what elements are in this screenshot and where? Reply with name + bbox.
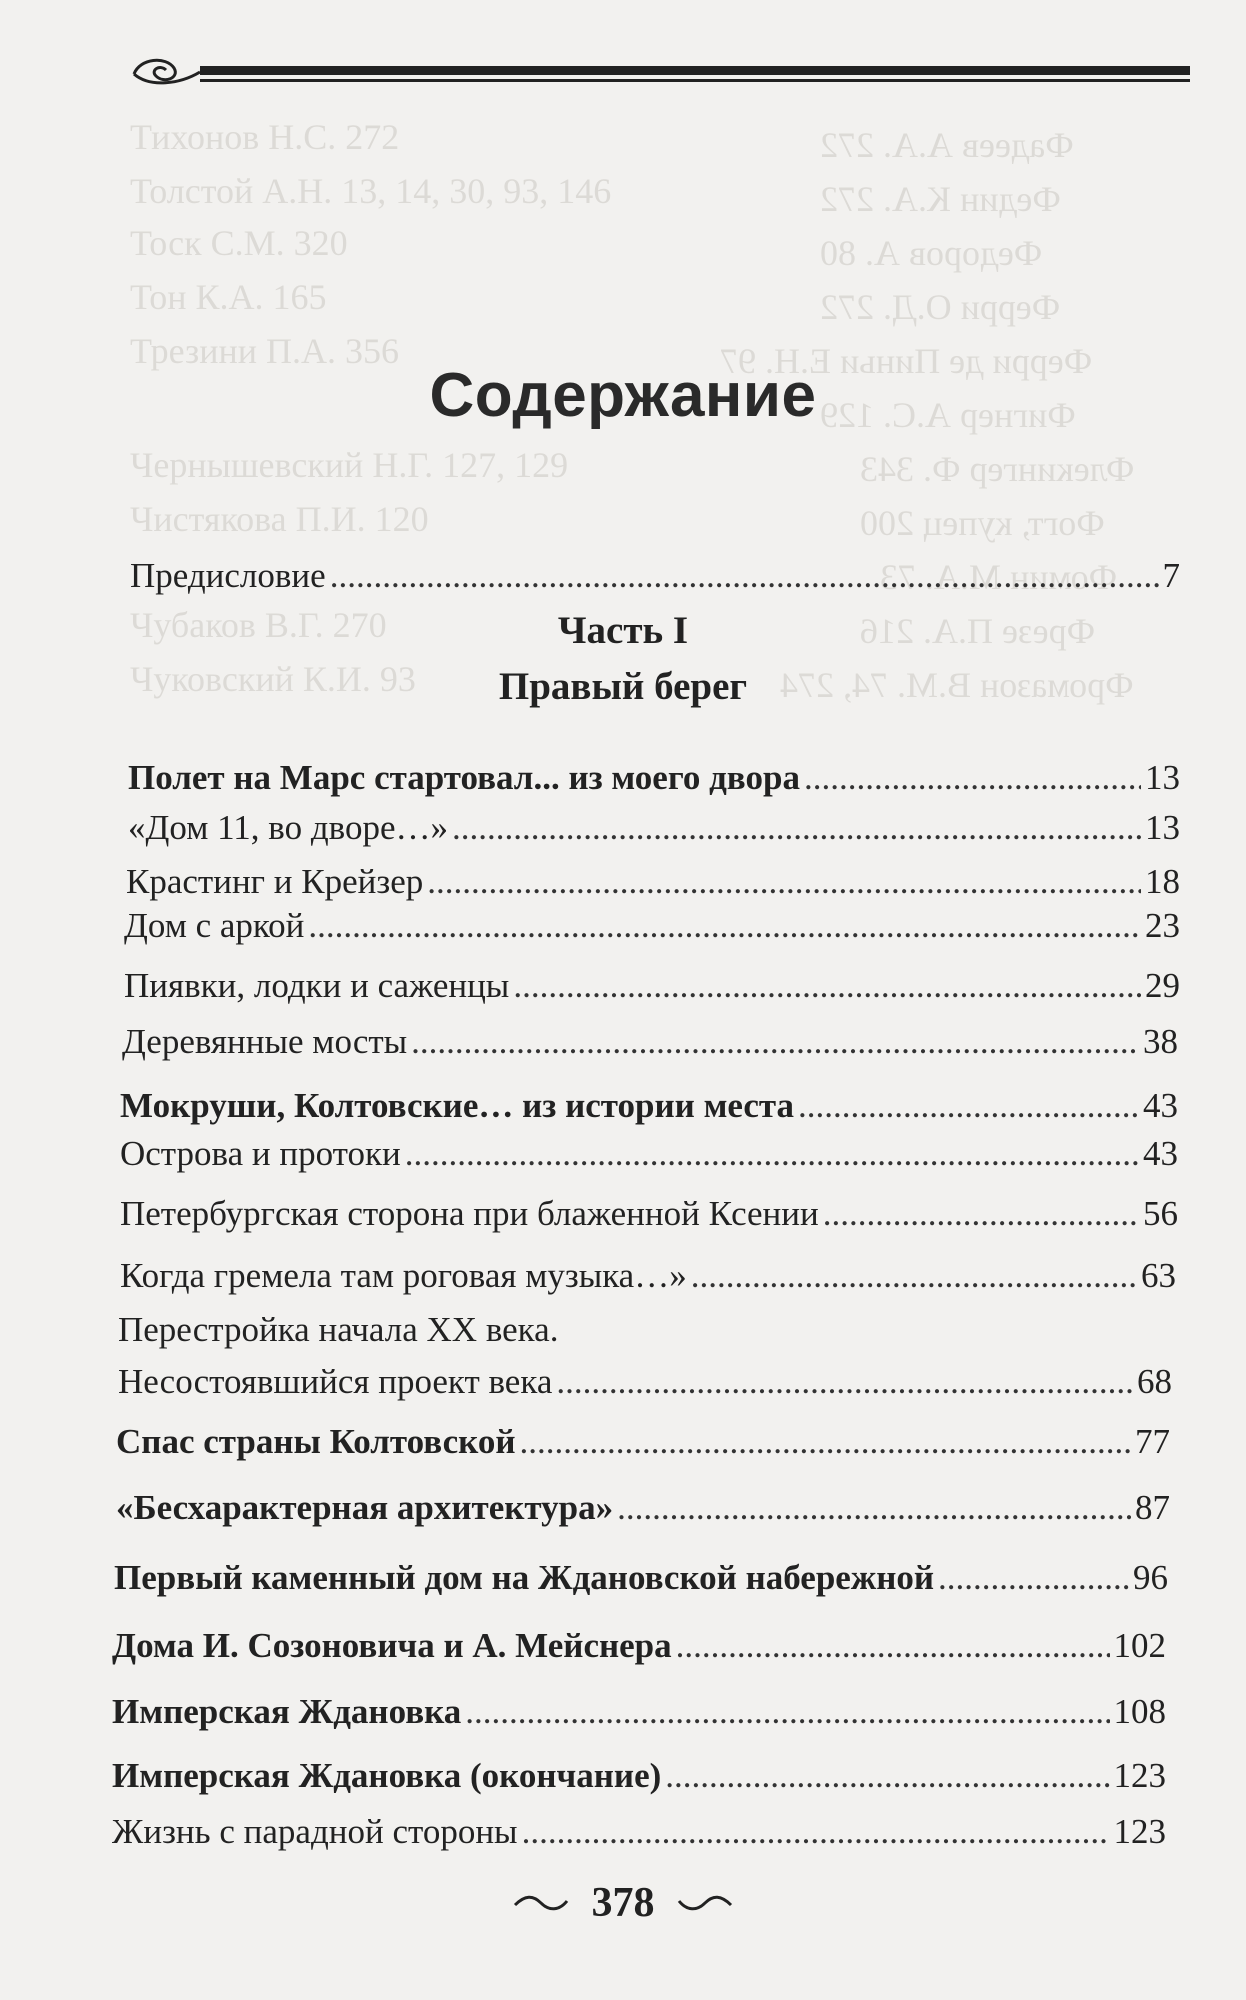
toc-entry: [120, 1192, 1178, 1236]
dot-leader: [520, 1420, 1132, 1464]
toc-entry-label: Когда гремела там роговая музыка…»: [120, 1256, 687, 1295]
ghost-line: Фомин М.А. 73: [880, 557, 1118, 597]
ghost-line: Ферри О.Д. 272: [820, 287, 1061, 327]
toc-entry-label: Имперская Ждановка: [112, 1692, 462, 1731]
toc-entry-page: 29: [1145, 966, 1180, 1005]
toc-entry-label: Перестройка начала XX века.: [118, 1310, 559, 1349]
toc-entry-page: 77: [1135, 1422, 1170, 1461]
dot-leader: [938, 1556, 1129, 1600]
ghost-line: Чернышевский Н.Г. 127, 129: [130, 445, 569, 485]
toc-entry-label: Острова и протоки: [120, 1134, 401, 1173]
ghost-line: Тихонов Н.С. 272: [130, 117, 400, 157]
toc-entry: [120, 1132, 1178, 1176]
ghost-line: Ферри де Пиньи Е.Н. 97: [720, 341, 1093, 381]
dot-leader: [308, 904, 1141, 948]
dot-leader: [804, 756, 1141, 800]
left-flourish-icon: [511, 1891, 571, 1915]
toc-entry-label: Деревянные мосты: [122, 1022, 408, 1061]
toc-entry-page: 13: [1145, 758, 1180, 797]
toc-entry-page: 18: [1145, 862, 1180, 901]
ghost-line: Фрезе П.А. 216: [860, 611, 1096, 651]
toc-entry-label: Спас страны Колтовской: [116, 1422, 516, 1461]
ghost-line: Тон К.А. 165: [130, 277, 327, 317]
toc-entry-label: Имперская Ждановка (окончание): [112, 1756, 662, 1795]
toc-entry-label: Полет на Марс стартовал... из моего двора: [128, 758, 800, 797]
toc-entry: [126, 860, 1180, 904]
part-name-heading: Правый берег: [498, 665, 748, 708]
dot-leader: [465, 1690, 1109, 1734]
ghost-line: Фогт, купец 200: [860, 503, 1105, 543]
toc-entry-page: 123: [1113, 1812, 1166, 1851]
ghost-line: Фигнер А.С. 129: [820, 395, 1076, 435]
toc-entry: [112, 1690, 1166, 1734]
toc-entry-page: 108: [1113, 1692, 1166, 1731]
dot-leader: [798, 1084, 1139, 1128]
toc-entry: [112, 1810, 1166, 1854]
dot-leader: [330, 554, 1159, 598]
toc-entry: [112, 1624, 1166, 1668]
ghost-line: Толстой А.Н. 13, 14, 30, 93, 146: [130, 171, 612, 211]
ghost-line: Флекингер Ф. 343: [860, 449, 1135, 489]
toc-entry: [116, 1420, 1170, 1464]
ghost-line: Федоров А. 80: [820, 233, 1043, 273]
dot-leader: [452, 806, 1141, 850]
toc-entry-label: Дом с аркой: [124, 906, 305, 945]
toc-entry-label: «Дом 11, во дворе…»: [128, 808, 448, 847]
ghost-line: Федин К.А. 272: [820, 179, 1061, 219]
toc-entry-page: 102: [1113, 1626, 1166, 1665]
ghost-line: Тоск С.М. 320: [130, 223, 348, 263]
toc-entry-label: Несостоявшийся проект века: [118, 1362, 553, 1401]
toc-entry-page: 56: [1143, 1194, 1178, 1233]
toc-entry: [114, 1556, 1168, 1600]
toc-entry: [112, 1754, 1166, 1798]
dot-leader: [405, 1132, 1139, 1176]
dot-leader: [691, 1254, 1137, 1298]
ghost-line: Фромазон В.М. 74, 274: [780, 665, 1134, 705]
dot-leader: [617, 1486, 1131, 1530]
toc-entry-page: 123: [1113, 1756, 1166, 1795]
toc-entry: [128, 756, 1180, 800]
toc-entry-page: 63: [1141, 1256, 1176, 1295]
toc-entry: [124, 964, 1180, 1008]
toc-entry-page: 96: [1133, 1558, 1168, 1597]
toc-entry: [122, 1020, 1178, 1064]
toc-entry-page: 13: [1145, 808, 1180, 847]
ghost-line: Фадеев А.А. 272: [820, 125, 1074, 165]
toc-entry-preface: [130, 554, 1180, 598]
right-flourish-icon: [675, 1891, 735, 1915]
dot-leader: [665, 1754, 1109, 1798]
toc-entry-page: 7: [1162, 556, 1180, 595]
toc-entry-label: Пиявки, лодки и саженцы: [124, 966, 510, 1005]
toc-entry: [128, 806, 1180, 850]
dot-leader: [556, 1360, 1133, 1404]
dot-leader: [513, 964, 1141, 1008]
toc-entry-label: Дома И. Созоновича и А. Мейснера: [112, 1626, 672, 1665]
toc-entry: [120, 1254, 1176, 1298]
ghost-line: Чистякова П.И. 120: [130, 499, 429, 539]
toc-entry: [118, 1308, 1174, 1352]
toc-entry: [118, 1360, 1172, 1404]
ghost-line: Чуковский К.И. 93: [130, 659, 416, 699]
toc-entry-label: Жизнь с парадной стороны: [112, 1812, 518, 1851]
page-title: Содержание: [429, 361, 817, 430]
toc-entry-page: 87: [1135, 1488, 1170, 1527]
toc-entry-label: Петербургская сторона при блаженной Ксении: [120, 1194, 819, 1233]
page-number: 378: [591, 1880, 655, 1927]
dot-leader: [411, 1020, 1139, 1064]
toc-entry-label: Мокруши, Колтовские… из истории места: [120, 1086, 795, 1125]
toc-entry-page: 43: [1143, 1134, 1178, 1173]
toc-entry: [124, 904, 1180, 948]
dot-leader: [676, 1624, 1110, 1668]
part-number-heading: Часть I: [557, 609, 689, 652]
header-ornament-rule: [130, 44, 1194, 104]
toc-entry-label: «Бесхарактерная архитектура»: [116, 1488, 614, 1527]
dot-leader: [427, 860, 1141, 904]
toc-entry-label: Крастинг и Крейзер: [126, 862, 424, 901]
dot-leader: [823, 1192, 1139, 1236]
page-number-footer: [0, 1876, 1246, 1927]
toc-entry: [120, 1084, 1178, 1128]
toc-entry-page: 43: [1143, 1086, 1178, 1125]
ghost-line: Чубаков В.Г. 270: [130, 605, 387, 645]
toc-entry-label: Первый каменный дом на Ждановской набережной: [114, 1558, 935, 1597]
toc-entry-page: 38: [1143, 1022, 1178, 1061]
toc-entry-page: 68: [1137, 1362, 1172, 1401]
toc-entry: [116, 1486, 1170, 1530]
dot-leader: [522, 1810, 1110, 1854]
ghost-line: Трезини П.А. 356: [130, 331, 400, 371]
toc-entry-label: Предисловие: [130, 556, 326, 595]
toc-entry-page: 23: [1145, 906, 1180, 945]
